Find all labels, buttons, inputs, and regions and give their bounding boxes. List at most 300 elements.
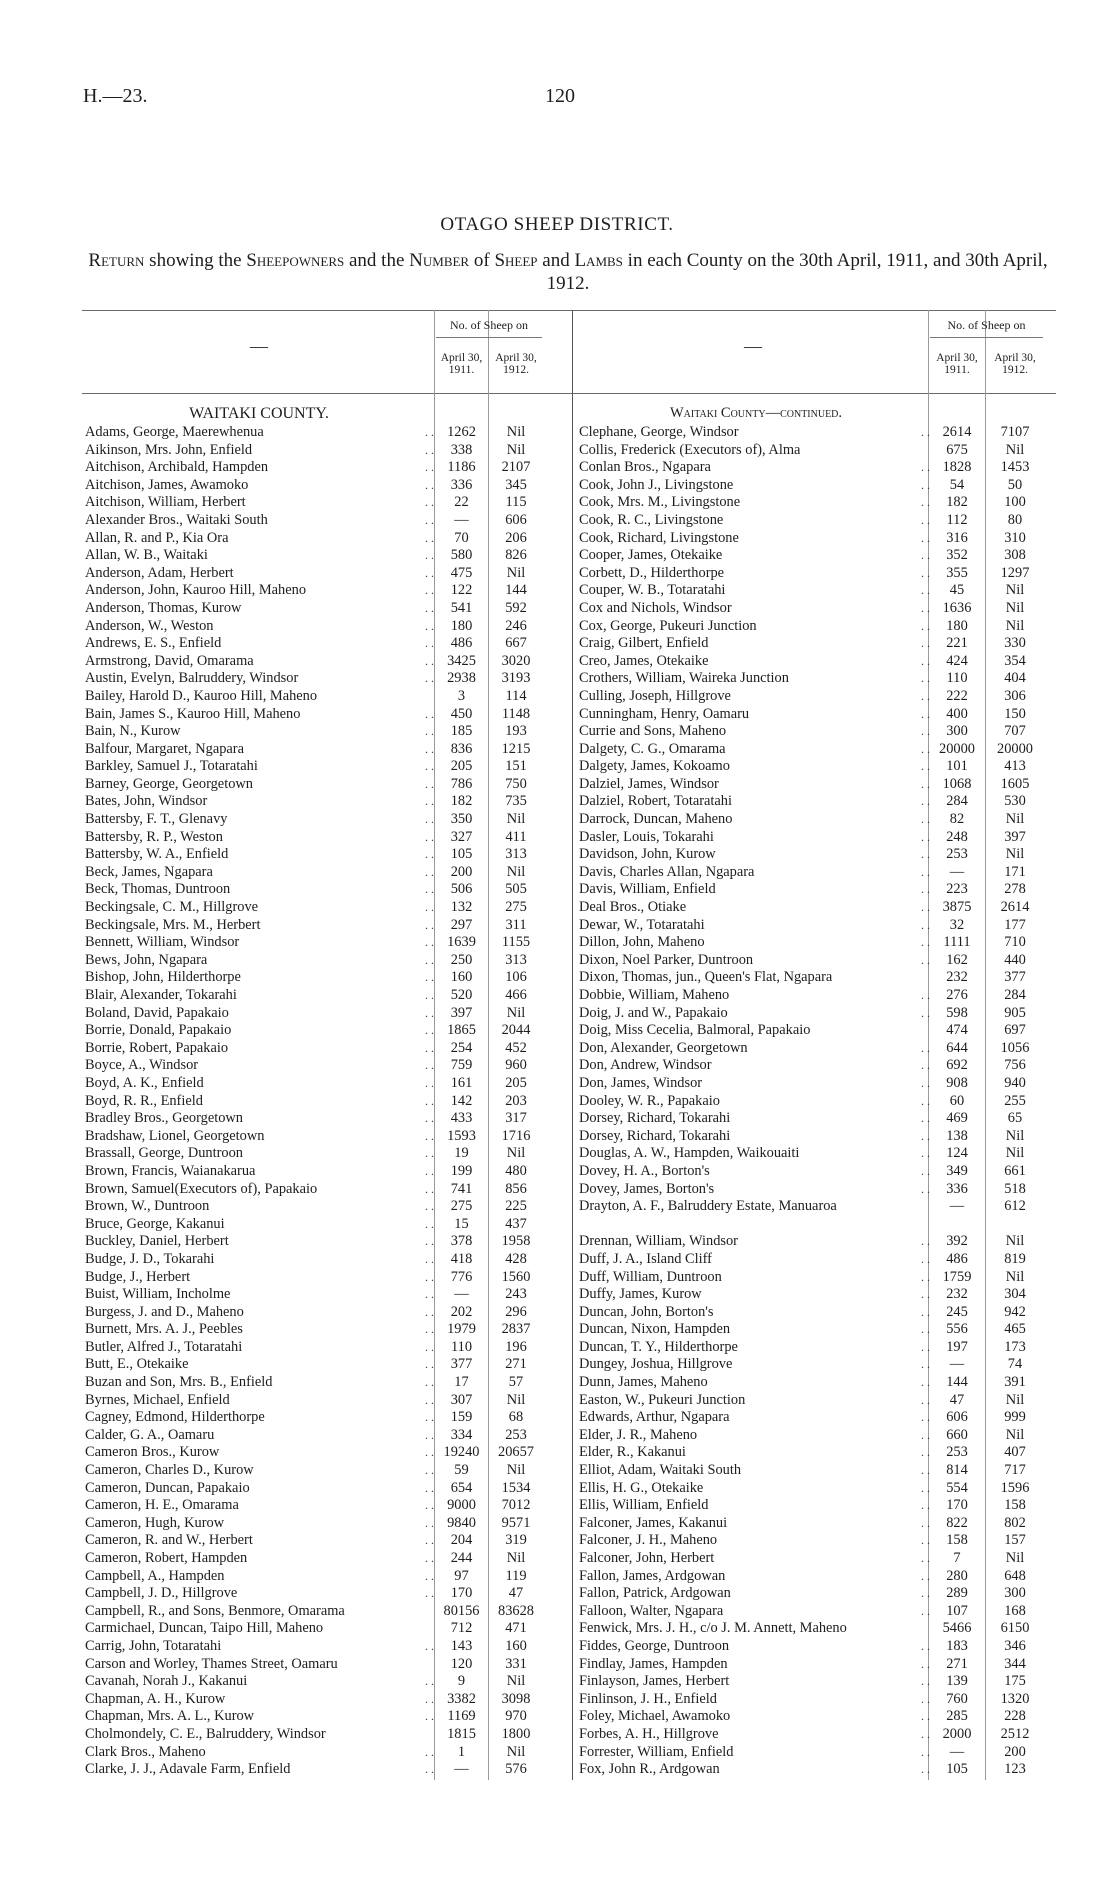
table-row (576, 1409, 1056, 1427)
section-heading (576, 405, 936, 422)
table-row (576, 653, 1056, 671)
leader-dots: . . (425, 1093, 434, 1108)
sheep-1911: 180 (946, 617, 968, 634)
leader-dots: . . (425, 1251, 434, 1266)
leader-dots: . . (921, 1005, 930, 1020)
owner-name: Dovey, H. A., Borton's (579, 1162, 710, 1179)
sheep-1911: 232 (946, 969, 968, 986)
table-row (82, 1181, 569, 1199)
table-row (576, 600, 1056, 618)
table-row (82, 530, 569, 548)
leader-dots: . . (425, 1216, 434, 1231)
table-row (82, 618, 569, 636)
caption-text: showing the (144, 250, 247, 271)
owner-name: Bates, John, Windsor (85, 793, 208, 810)
table-row (576, 706, 1056, 724)
owner-name: Cameron, Hugh, Kurow (85, 1514, 225, 1531)
sheep-1911: 1979 (447, 1321, 476, 1338)
sheep-1911: 469 (946, 1110, 968, 1127)
owner-name: Bruce, George, Kakanui (85, 1215, 225, 1232)
table-row (82, 1286, 569, 1304)
caption-word: Sheepowners (246, 250, 345, 271)
owner-name: Carrig, John, Totaratahi (85, 1637, 222, 1654)
sheep-1912: 710 (1004, 934, 1026, 951)
owner-name: Carmichael, Duncan, Taipo Hill, Maheno (85, 1620, 324, 1637)
table-row (82, 1005, 569, 1023)
table-row (576, 1145, 1056, 1163)
leader-dots: . . (425, 1586, 434, 1601)
sheep-1912: 661 (1004, 1162, 1026, 1179)
table-row (82, 1603, 569, 1621)
sheep-1911: 253 (946, 846, 968, 863)
table-row (576, 1163, 1056, 1181)
sheep-1912: 1297 (1000, 564, 1030, 581)
table-row (82, 881, 569, 899)
sheep-1911: 520 (450, 987, 473, 1003)
table-row (576, 917, 1056, 935)
table-row (576, 1585, 1056, 1603)
column-header (576, 310, 1056, 393)
table-row (576, 1057, 1056, 1075)
sheep-1911: 392 (946, 1233, 968, 1250)
sheep-1912: 750 (505, 775, 527, 792)
header-divider (436, 337, 542, 338)
leader-dots: . . (425, 1410, 434, 1425)
sheep-1912: Nil (506, 863, 526, 880)
sheep-1912: 80 (1007, 511, 1023, 528)
leader-dots: . . (921, 1463, 930, 1478)
table-row (82, 459, 569, 477)
sheep-1911: 433 (450, 1110, 473, 1127)
right-rows (576, 424, 1056, 1779)
leader-dots: . . (921, 1498, 930, 1513)
table-row (576, 723, 1056, 741)
leader-dots: . . (425, 776, 434, 791)
leader-dots: . . (425, 1234, 434, 1249)
sheep-1911: 556 (946, 1321, 968, 1338)
sheep-1911: 486 (946, 1250, 968, 1267)
sheep-1912: 960 (505, 1057, 527, 1074)
sheep-1912: 480 (505, 1162, 527, 1179)
sheep-1912: 65 (1007, 1110, 1023, 1127)
owner-name: Clarke, J. J., Adavale Farm, Enfield (85, 1761, 291, 1778)
table-row (576, 1181, 1056, 1199)
sheep-1912: 275 (505, 899, 527, 916)
leader-dots: . . (921, 1111, 930, 1126)
table-row (576, 1550, 1056, 1568)
sheep-1911: 204 (450, 1532, 473, 1549)
sheep-1911: 759 (450, 1057, 473, 1074)
leader-dots: . . (425, 988, 434, 1002)
sheep-1912: Nil (1005, 1426, 1025, 1443)
page-number: 120 (545, 85, 575, 107)
table-row (576, 582, 1056, 600)
sheep-1911: 644 (946, 1039, 968, 1056)
sheep-1912: 123 (1004, 1761, 1026, 1778)
sheep-1912: 530 (1004, 793, 1026, 810)
sheep-1911: — (454, 1286, 469, 1303)
owner-name: Buzan and Son, Mrs. B., Enfield (85, 1374, 273, 1391)
leader-dots: . . (425, 425, 434, 439)
sheep-1911: 139 (946, 1673, 968, 1690)
table-row (576, 864, 1056, 882)
sheep-1911: 1815 (447, 1725, 476, 1742)
table-row (576, 1269, 1056, 1287)
sheep-1912: 756 (1004, 1057, 1026, 1074)
sheep-1912: Nil (506, 811, 526, 828)
leader-dots: . . (921, 1638, 930, 1653)
owner-name: Finlayson, James, Herbert (579, 1673, 730, 1690)
table-row (82, 1585, 569, 1603)
sheep-1911: 289 (946, 1585, 968, 1602)
table-row (82, 477, 569, 495)
section-heading-text: Waitaki County—continued. (669, 405, 843, 421)
sheep-1912: 20000 (997, 740, 1033, 757)
sheep-1912: 344 (1004, 1655, 1026, 1672)
leader-dots: . . (425, 1498, 434, 1513)
leader-dots: . . (425, 952, 434, 967)
sheep-1912: Nil (1005, 1145, 1025, 1162)
sheep-1911: 9000 (447, 1497, 476, 1514)
leader-dots: . . (425, 935, 434, 950)
sheep-1911: 1636 (942, 599, 972, 616)
sheep-1911: — (949, 1356, 965, 1373)
table-row (82, 1356, 569, 1374)
owner-name: Drennan, William, Windsor (579, 1233, 738, 1250)
table-row (576, 1480, 1056, 1498)
leader-dots: . . (921, 1234, 930, 1249)
sheep-1912: 246 (505, 617, 527, 634)
sheep-1911: 59 (454, 1462, 469, 1479)
sheep-1911: 107 (946, 1602, 968, 1619)
sheep-1912: 9571 (501, 1514, 531, 1531)
sheep-1911: 110 (946, 670, 968, 687)
sheep-1912: 3020 (501, 652, 531, 669)
leader-dots: . . (425, 741, 434, 756)
table-row (576, 1339, 1056, 1357)
owner-name: Culling, Joseph, Hillgrove (579, 687, 731, 704)
leader-dots: . . (921, 776, 930, 791)
owner-name: Boyd, R. R., Enfield (85, 1092, 203, 1109)
table-row (576, 1005, 1056, 1023)
sheep-1911: 112 (946, 511, 968, 528)
table-row (82, 1638, 569, 1656)
table-row (576, 811, 1056, 829)
sheep-1911: 3 (457, 687, 466, 704)
owner-name: Cholmondely, C. E., Balruddery, Windsor (85, 1725, 326, 1742)
leader-dots: . . (921, 1709, 930, 1724)
sheep-1912: 970 (505, 1708, 527, 1725)
sheep-1912: Nil (506, 1550, 526, 1566)
leader-dots: . . (921, 1322, 930, 1337)
sheep-1911: 822 (946, 1514, 968, 1531)
owner-name: Darrock, Duncan, Maheno (579, 811, 733, 828)
leader-dots: . . (425, 1181, 434, 1196)
sheep-1912: 518 (1004, 1180, 1026, 1197)
sheep-1912: 1056 (1000, 1039, 1030, 1056)
leader-dots: . . (921, 1128, 930, 1143)
sheep-1912: 255 (1004, 1092, 1026, 1109)
owner-name: Aikinson, Mrs. John, Enfield (85, 441, 253, 458)
table-row (82, 1550, 569, 1568)
leader-dots: . . (425, 1375, 434, 1390)
sheep-1911: 17 (454, 1374, 469, 1391)
leader-dots: . . (921, 653, 930, 668)
owner-name: Dovey, James, Borton's (579, 1180, 715, 1197)
left-table (82, 310, 569, 1779)
owner-name: Bishop, John, Hilderthorpe (85, 969, 241, 986)
owner-name: Barney, George, Georgetown (85, 775, 253, 792)
sheep-1912: 271 (505, 1356, 527, 1373)
sheep-1911: — (949, 1743, 965, 1760)
sheep-1912: 1534 (501, 1479, 531, 1496)
owner-name: Creo, James, Otekaike (579, 652, 709, 669)
sheep-1911: 271 (946, 1655, 968, 1672)
leader-dots: . . (425, 1111, 434, 1126)
table-row (576, 1427, 1056, 1445)
owner-name: Dalgety, C. G., Omarama (579, 740, 726, 757)
owner-name: Dooley, W. R., Papakaio (579, 1092, 720, 1109)
leader-dots: . . (921, 1674, 930, 1689)
owner-name: Dalgety, James, Kokoamo (579, 758, 730, 775)
leader-dots: . . (425, 1199, 434, 1214)
leader-dots: . . (921, 882, 930, 897)
sheep-1912: 697 (1004, 1022, 1026, 1039)
sheep-1912: 440 (1004, 951, 1026, 968)
owner-name: Dixon, Thomas, jun., Queen's Flat, Ngapara (579, 969, 833, 986)
owner-name: Duff, William, Duntroon (579, 1268, 722, 1285)
leader-dots: . . (921, 1058, 930, 1073)
sheep-1911: 355 (946, 564, 968, 581)
sheep-1911: 82 (949, 811, 965, 828)
leader-dots: . . (921, 1762, 930, 1777)
leader-dots: . . (921, 1040, 930, 1055)
table-row (576, 618, 1056, 636)
owner-name: Fox, John R., Ardgowan (579, 1761, 720, 1778)
leader-dots: . . (425, 671, 434, 686)
owner-name: Bews, John, Ngapara (85, 951, 208, 968)
leader-dots: . . (921, 1533, 930, 1548)
sheep-1911: 170 (946, 1497, 968, 1514)
sheep-1911: 19 (454, 1145, 469, 1162)
leader-dots: . . (921, 1392, 930, 1407)
leader-dots: . . (425, 1744, 434, 1759)
owner-name: Don, Andrew, Windsor (579, 1057, 712, 1074)
owner-name: Davis, William, Enfield (579, 881, 716, 898)
owner-name: Dorsey, Richard, Tokarahi (579, 1110, 731, 1127)
leader-dots: . . (425, 794, 434, 809)
sheep-1911: 692 (946, 1057, 968, 1074)
sheep-1911: 160 (450, 969, 473, 986)
sheep-1912: 1596 (1000, 1479, 1030, 1496)
table-row (82, 793, 569, 811)
owner-name: Butt, E., Otekaike (85, 1356, 189, 1373)
owner-name: Elliot, Adam, Waitaki South (579, 1462, 742, 1479)
owner-name: Ellis, H. G., Otekaike (579, 1479, 704, 1496)
sheep-1912: 158 (1004, 1497, 1026, 1514)
leader-dots: . . (921, 1181, 930, 1196)
sheep-1911: 1111 (943, 934, 971, 951)
table-row (576, 1374, 1056, 1392)
leader-dots: . . (425, 724, 434, 739)
table-row (576, 1761, 1056, 1779)
leader-dots: . . (425, 812, 434, 827)
owner-name: Barkley, Samuel J., Totaratahi (85, 758, 258, 775)
leader-dots: . . (425, 548, 434, 563)
sheep-1911: 276 (946, 987, 968, 1003)
leader-dots: . . (921, 1146, 930, 1161)
sheep-1912: 1716 (501, 1127, 531, 1144)
sheep-1911: 180 (450, 617, 473, 634)
leader-dots: . . (425, 1762, 434, 1777)
table-row (82, 1128, 569, 1146)
sheep-1912: 2512 (1000, 1725, 1030, 1742)
table-row (82, 1691, 569, 1709)
sheep-1911: 7 (953, 1550, 961, 1566)
owner-name: Dorsey, Richard, Tokarahi (579, 1127, 731, 1144)
leader-dots: . . (921, 671, 930, 686)
sheep-1911: 232 (946, 1286, 968, 1303)
owner-name: Boyd, A. K., Enfield (85, 1074, 204, 1091)
leader-dots: . . (425, 600, 434, 615)
caption-word: Lambs (574, 250, 623, 271)
sheep-1911: 143 (450, 1637, 473, 1654)
sheep-1912: Nil (506, 1743, 526, 1760)
sheep-1912: 592 (505, 599, 527, 616)
sheep-1912: Nil (506, 1145, 526, 1162)
leader-dots: . . (921, 864, 930, 879)
owner-name: Cook, Mrs. M., Livingstone (579, 494, 741, 511)
col-1911-header: April 30, 1911. (936, 352, 978, 376)
owner-name: Adams, George, Maerewhenua (85, 424, 264, 440)
leader-dots: . . (425, 1533, 434, 1548)
table-row (82, 829, 569, 847)
leader-dots: . . (921, 1375, 930, 1390)
sheep-1911: 159 (450, 1409, 473, 1426)
sheep-1912: 345 (505, 476, 527, 493)
leader-dots: . . (425, 847, 434, 862)
table-row (82, 952, 569, 970)
table-row (82, 653, 569, 671)
owner-name: Corbett, D., Hilderthorpe (579, 564, 725, 581)
sheep-1912: 296 (505, 1303, 527, 1320)
sheep-1912: 311 (505, 916, 527, 933)
owner-name: Chapman, A. H., Kurow (85, 1690, 226, 1707)
sheep-1912: Nil (1005, 599, 1025, 616)
owner-name: Beck, Thomas, Duntroon (85, 881, 231, 898)
sheep-1912: Nil (1005, 1268, 1025, 1285)
owner-name: Borrie, Robert, Papakaio (85, 1039, 229, 1056)
sheep-1912: Nil (1005, 846, 1025, 863)
table-row (82, 1427, 569, 1445)
sheep-1911: 248 (946, 828, 968, 845)
table-row (82, 811, 569, 829)
table-row (576, 477, 1056, 495)
sheep-1911: 110 (450, 1338, 473, 1355)
leader-dots: . . (921, 1551, 930, 1565)
owner-name: Davis, Charles Allan, Ngapara (579, 863, 755, 880)
leader-dots: . . (425, 1709, 434, 1724)
table-row (82, 1515, 569, 1533)
sheep-1912: 667 (505, 635, 527, 652)
owner-name: Cameron Bros., Kurow (85, 1444, 220, 1461)
table-row (82, 424, 569, 442)
owner-name: Falloon, Walter, Ngapara (579, 1602, 724, 1619)
sheep-1912: 404 (1004, 670, 1026, 687)
table-row (82, 1057, 569, 1075)
sheep-1911: 908 (946, 1074, 968, 1091)
table-row (82, 1444, 569, 1462)
leader-dots: . . (921, 794, 930, 809)
header-divider (930, 337, 1043, 338)
caption-text: in each County on the 30th April, 1911, and 30th April, 1912. (546, 250, 1048, 294)
owner-name: Duffy, James, Kurow (579, 1286, 702, 1303)
col-1912-header: April 30, 1912. (495, 352, 537, 376)
name-column-header: — (744, 336, 762, 356)
sheep-1912: 7012 (501, 1497, 531, 1514)
owner-name: Campbell, A., Hampden (85, 1567, 225, 1584)
sheep-1911: 285 (946, 1708, 968, 1725)
sheep-1912: 330 (1004, 635, 1026, 652)
table-row (82, 1497, 569, 1515)
owner-name: Bennett, William, Windsor (85, 934, 240, 951)
sheep-1911: 161 (450, 1074, 473, 1091)
table-row (82, 706, 569, 724)
leader-dots: . . (921, 1163, 930, 1178)
owner-name: Currie and Sons, Maheno (579, 723, 727, 740)
leader-dots: . . (921, 1586, 930, 1601)
sheep-1912: 428 (505, 1250, 527, 1267)
owner-name: Brassall, George, Duntroon (85, 1145, 244, 1162)
sheep-1912: 940 (1004, 1074, 1026, 1091)
sheep-1912: 196 (505, 1338, 527, 1355)
sheep-1911: 254 (450, 1039, 473, 1056)
sheep-on-header: No. of Sheep on (450, 318, 528, 332)
sheep-1911: 786 (450, 775, 473, 792)
owner-name: Beckingsale, Mrs. M., Herbert (85, 916, 261, 933)
leader-dots: . . (425, 636, 434, 651)
sheep-1912: 2107 (501, 459, 531, 476)
leader-dots: . . (425, 1339, 434, 1354)
table-row (576, 758, 1056, 776)
sheep-1912: Nil (506, 1391, 526, 1408)
sheep-1911: 22 (454, 494, 469, 511)
sheep-1911: 200 (450, 863, 473, 880)
sheep-1911: 712 (450, 1620, 473, 1637)
owner-name: Dungey, Joshua, Hillgrove (579, 1356, 733, 1373)
owner-name: Cagney, Edmond, Hilderthorpe (85, 1409, 265, 1426)
sheep-1911: 836 (450, 740, 473, 757)
sheep-1911: 19240 (443, 1444, 480, 1461)
sheep-1911: 338 (450, 441, 473, 458)
sheep-1911: 1 (457, 1743, 466, 1760)
sheep-1911: — (454, 1761, 469, 1778)
sheep-1911: 1262 (447, 424, 476, 440)
owner-name: Don, James, Windsor (579, 1074, 703, 1091)
sheep-1911: 138 (946, 1127, 968, 1144)
sheep-1911: 1865 (447, 1022, 476, 1039)
owner-name: Elder, R., Kakanui (579, 1444, 686, 1461)
table-row (82, 846, 569, 864)
sheep-1911: 336 (946, 1180, 968, 1197)
leader-dots: . . (425, 1515, 434, 1530)
table-row (82, 1761, 569, 1779)
sheep-1912: 391 (1004, 1374, 1026, 1391)
sheep-1912: 2044 (501, 1022, 531, 1039)
table-row (576, 1040, 1056, 1058)
sheep-on-header: No. of Sheep on (947, 318, 1026, 332)
leader-dots: . . (921, 829, 930, 844)
